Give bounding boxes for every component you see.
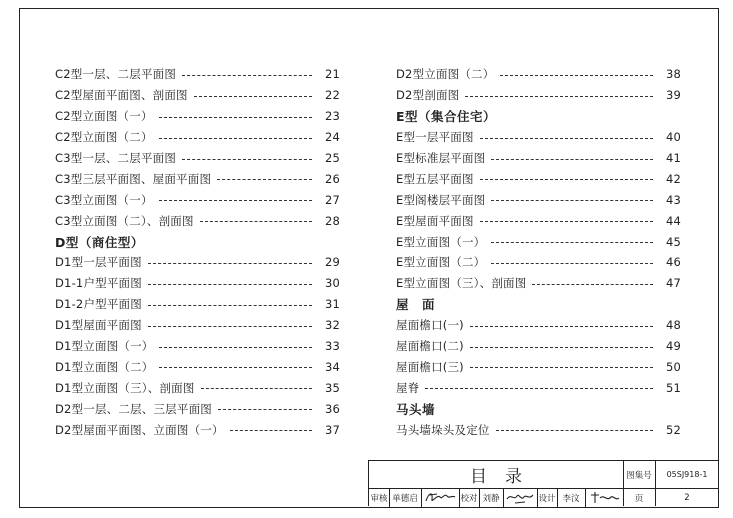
toc-right-column — [396, 64, 681, 440]
toc-entry — [396, 189, 681, 210]
dashed-leader — [182, 75, 312, 76]
toc-entry-label: E型阁楼层平面图 — [396, 192, 486, 207]
section-heading — [396, 398, 681, 419]
dashed-leader — [148, 263, 312, 264]
toc-entry-label: 屋面檐口(二) — [396, 339, 464, 354]
toc-entry-page: 47 — [665, 276, 681, 291]
toc-entry — [396, 252, 681, 273]
toc-entry-label: 屋面檐口(一) — [396, 318, 464, 333]
dashed-leader — [218, 409, 312, 410]
toc-entry-page: 22 — [324, 88, 340, 103]
toc-entry — [55, 85, 340, 106]
toc-entry — [396, 85, 681, 106]
atlas-number-label: 图集号 — [626, 470, 652, 481]
toc-entry-page: 48 — [665, 318, 681, 333]
toc-entry-page: 41 — [665, 151, 681, 165]
toc-entry — [55, 127, 340, 148]
dashed-leader — [465, 96, 653, 97]
dashed-leader — [148, 284, 312, 285]
toc-entry-page: 21 — [324, 67, 340, 82]
dashed-leader — [182, 159, 312, 160]
toc-entry-label: D2型剖面图 — [396, 88, 460, 103]
toc-entry-label: D1型立面图（一） — [55, 339, 154, 354]
dashed-leader — [159, 367, 312, 368]
toc-entry-label: C2型立面图（二） — [55, 130, 153, 145]
toc-entry — [396, 273, 681, 294]
toc-entry — [55, 168, 340, 189]
toc-entry-label: 屋脊 — [396, 380, 420, 395]
dashed-leader — [470, 347, 653, 348]
designer-signature — [587, 489, 621, 506]
toc-entry-page: 37 — [324, 422, 340, 437]
toc-entry-label: E型屋面平面图 — [396, 213, 474, 228]
toc-left-column — [55, 64, 340, 440]
section-heading-label: 马头墙 — [396, 401, 436, 417]
toc-entry-page: 25 — [324, 151, 340, 165]
toc-entry-page: 51 — [665, 380, 681, 395]
toc-entry — [396, 377, 681, 398]
toc-entry-label: D2型立面图（二） — [396, 67, 495, 82]
toc-entry-page: 38 — [665, 67, 681, 82]
review-label: 审核 — [370, 493, 388, 504]
dashed-leader — [201, 388, 312, 389]
toc-entry-label: D2型屋面平面图、立面图（一） — [55, 422, 224, 437]
reviewer-name: 单德启 — [392, 493, 418, 504]
toc-entry-label: D1型立面图（二） — [55, 359, 154, 374]
toc-entry-label: C2型屋面平面图、剖面图 — [55, 88, 188, 103]
toc-entry-page: 49 — [665, 339, 681, 354]
toc-entry-label: D1-2户型平面图 — [55, 297, 142, 312]
toc-entry — [55, 377, 340, 398]
toc-entry-label: C2型立面图（一） — [55, 109, 153, 124]
toc-entry — [396, 168, 681, 189]
dashed-leader — [425, 388, 653, 389]
toc-entry-label: D1-1户型平面图 — [55, 276, 142, 291]
title-block — [368, 460, 718, 506]
dashed-leader — [491, 242, 653, 243]
toc-entry-page: 33 — [324, 339, 340, 354]
toc-entry — [55, 64, 340, 85]
toc-entry-page: 30 — [324, 276, 340, 291]
dashed-leader — [470, 326, 653, 327]
toc-entry — [396, 231, 681, 252]
toc-entry-page: 39 — [665, 88, 681, 103]
dashed-leader — [500, 75, 653, 76]
dashed-leader — [159, 138, 312, 139]
toc-entry-label: E型一层平面图 — [396, 130, 474, 145]
section-heading-label: D型（商住型） — [55, 234, 144, 250]
toc-entry — [55, 148, 340, 169]
toc-entry — [396, 210, 681, 231]
section-heading — [55, 231, 340, 252]
toc-entry — [55, 356, 340, 377]
toc-entry-page: 28 — [324, 213, 340, 228]
toc-entry-page: 42 — [665, 171, 681, 186]
dashed-leader — [148, 305, 312, 306]
toc-entry-label: D1型屋面平面图 — [55, 318, 142, 333]
page-label: 页 — [634, 493, 644, 504]
toc-entry — [396, 356, 681, 377]
toc-entry — [55, 189, 340, 210]
toc-entry-page: 43 — [665, 192, 681, 207]
toc-entry — [396, 127, 681, 148]
toc-entry-label: 马头墙垛头及定位 — [396, 422, 490, 437]
toc-entry-label: C3型立面图（一） — [55, 192, 153, 207]
section-heading-label: 屋 面 — [396, 297, 436, 313]
section-heading — [396, 106, 681, 127]
toc-entry — [55, 398, 340, 419]
dashed-leader — [230, 430, 312, 431]
section-heading — [396, 294, 681, 315]
toc-entry — [396, 336, 681, 357]
dashed-leader — [159, 200, 312, 201]
toc-entry-label: E型五层平面图 — [396, 171, 474, 186]
toc-entry-label: C3型三层平面图、屋面平面图 — [55, 171, 212, 186]
toc-entry-label: D1型立面图（三）、剖面图 — [55, 380, 195, 395]
dashed-leader — [496, 430, 653, 431]
toc-entry-label: 屋面檐口(三) — [396, 359, 464, 374]
dashed-leader — [200, 221, 312, 222]
toc-entry-label: D1型一层平面图 — [55, 255, 142, 270]
toc-entry-label: C2型一层、二层平面图 — [55, 67, 177, 82]
toc-entry — [55, 106, 340, 127]
toc-entry-page: 29 — [324, 255, 340, 270]
dashed-leader — [491, 159, 653, 160]
toc-entry-page: 32 — [324, 318, 340, 333]
toc-entry-page: 40 — [665, 130, 681, 145]
toc-entry-label: E型立面图（一） — [396, 234, 486, 249]
reviewer-signature — [423, 489, 457, 506]
section-heading-label: E型（集合住宅） — [396, 109, 497, 125]
check-label: 校对 — [460, 493, 478, 504]
toc-entry-page: 44 — [665, 213, 681, 228]
toc-entry — [55, 294, 340, 315]
toc-entry-page: 35 — [324, 380, 340, 395]
checker-signature — [505, 489, 535, 506]
toc-entry — [396, 419, 681, 440]
toc-entry — [55, 336, 340, 357]
toc-entry — [55, 252, 340, 273]
page-number: 2 — [684, 492, 690, 503]
toc-entry-page: 31 — [324, 297, 340, 312]
toc-entry-page: 23 — [324, 109, 340, 124]
dashed-leader — [148, 326, 312, 327]
toc-entry-label: E型立面图（三）、剖面图 — [396, 276, 527, 291]
atlas-number: 05SJ918-1 — [666, 470, 708, 479]
toc-entry-page: 26 — [324, 171, 340, 186]
toc-entry — [396, 64, 681, 85]
toc-entry-page: 45 — [665, 234, 681, 249]
dashed-leader — [480, 221, 653, 222]
dashed-leader — [480, 179, 653, 180]
dashed-leader — [470, 367, 653, 368]
toc-entry-page: 46 — [665, 255, 681, 270]
catalog-title: 目录 — [470, 467, 540, 487]
design-label: 设计 — [538, 493, 556, 504]
dashed-leader — [532, 284, 653, 285]
toc-entry-page: 24 — [324, 130, 340, 145]
dashed-leader — [491, 200, 653, 201]
toc-entry-page: 36 — [324, 401, 340, 416]
toc-entry-page: 52 — [665, 422, 681, 437]
toc-entry — [55, 210, 340, 231]
dashed-leader — [194, 96, 312, 97]
toc-entry-label: D2型一层、二层、三层平面图 — [55, 401, 212, 416]
dashed-leader — [480, 138, 653, 139]
toc-entry — [396, 148, 681, 169]
dashed-leader — [159, 347, 312, 348]
toc-entry — [55, 273, 340, 294]
toc-entry-page: 34 — [324, 359, 340, 374]
toc-entry — [396, 315, 681, 336]
toc-entry-label: E型立面图（二） — [396, 255, 486, 270]
toc-entry-page: 50 — [665, 359, 681, 374]
toc-entry-label: C3型立面图（二）、剖面图 — [55, 213, 194, 228]
toc-entry-label: E型标准层平面图 — [396, 151, 486, 165]
designer-name: 李汶 — [562, 493, 580, 504]
toc-entry — [55, 419, 340, 440]
toc-entry-label: C3型一层、二层平面图 — [55, 151, 177, 165]
dashed-leader — [491, 263, 653, 264]
checker-name: 刘静 — [482, 493, 500, 504]
toc-entry-page: 27 — [324, 192, 340, 207]
dashed-leader — [217, 179, 312, 180]
dashed-leader — [159, 117, 312, 118]
toc-entry — [55, 315, 340, 336]
